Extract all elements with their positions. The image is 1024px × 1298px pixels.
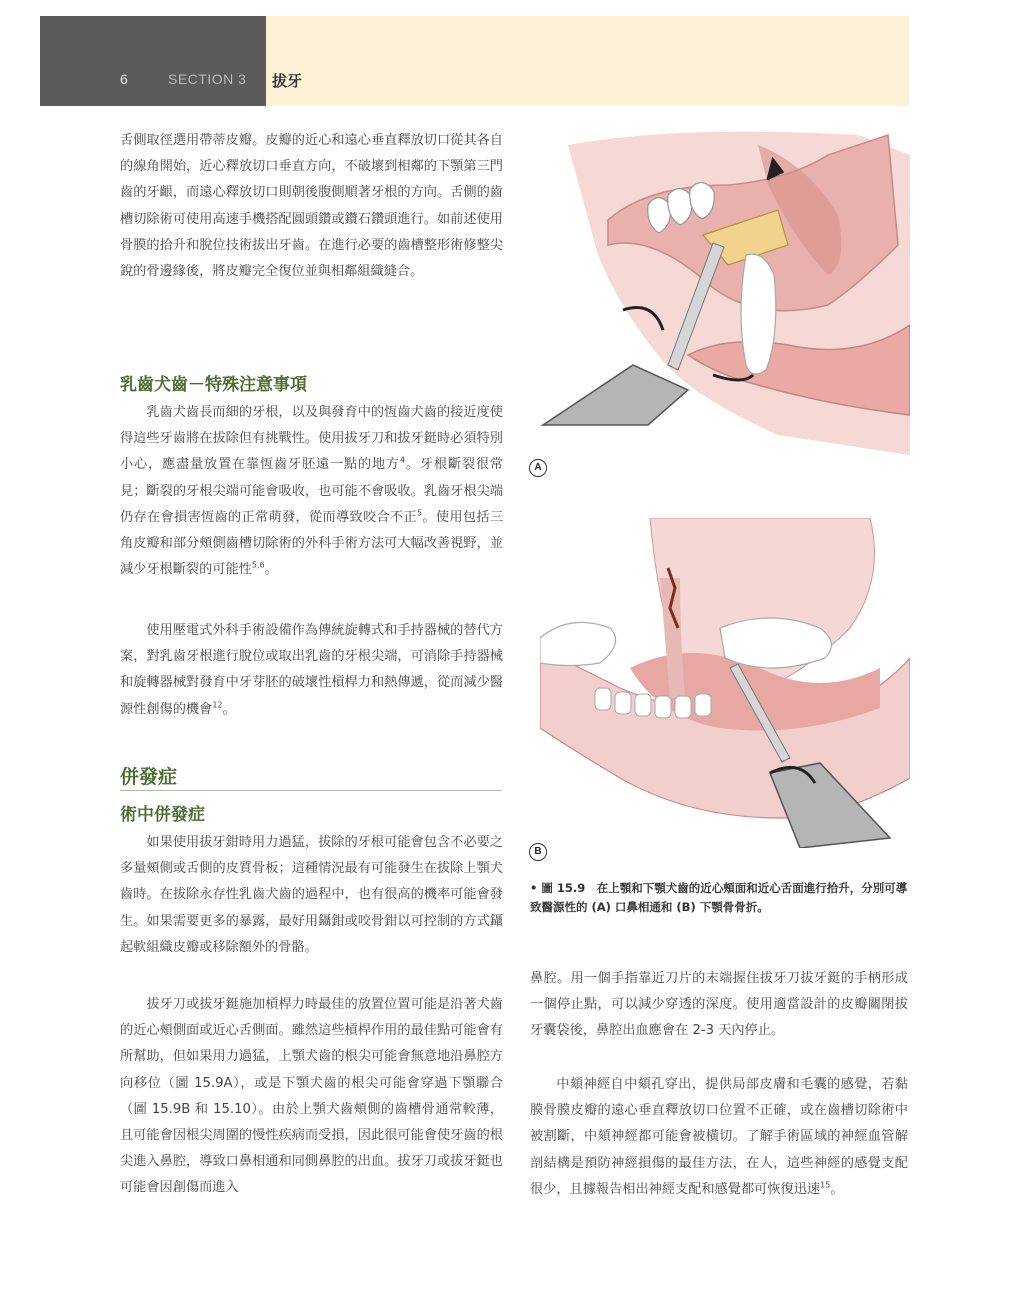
header-dark-band [40, 16, 266, 106]
left-tooth-b [540, 622, 616, 665]
left-paragraph-1: 舌側取徑選用帶蒂皮瓣。皮瓣的近心和遠心垂直釋放切口從其各自的線角開始，近心釋放切口垂直方向，不破壞到相鄰的下顎第三門齒的牙齦，而遠心釋放切口則朝後腹側順著牙根的方向。舌側的齒槽切除術可使用高速手機搭配圓頭鑽或鑽石鑽頭進行。如前述使用骨膜的拾升和脫位技術拔出牙齒。在進行必要的齒槽整形術修整尖銳的骨邊緣後，將皮瓣完全復位並與相鄰組織縫合。 [120, 133, 503, 280]
section-label: SECTION 3 [168, 71, 247, 87]
section-title: 拔牙 [272, 72, 303, 90]
figure-label-b: B [529, 843, 547, 861]
figure-15-9-a [528, 125, 910, 455]
page-number: 6 [120, 71, 128, 87]
left-paragraph-5: 拔牙刀或拔牙鋌施加槓桿力時最佳的放置位置可能是沿著犬齒的近心頰側面或近心舌側面。雖然這些槓桿作用的最佳點可能會有所幫助，但如果用力過猛，上顎犬齒的根尖可能會無意地沿鼻腔方向移位（圖 15.9A），或是下顎犬齒的根尖可能會穿過下顎聯合（圖 15.9B 和 15.10）。由於上顎犬齒頰側的齒槽骨通常較薄，且可能會因根尖周圍的慢性疾病而受損，因此很可能會使牙齒的根尖進入鼻腔，導致口鼻相通和同側鼻腔的出血。拔牙刀或拔牙鋌也可能會因創傷而進入 [120, 997, 503, 1196]
figure-caption: • 圖 15.9 在上顎和下顎犬齒的近心頰面和近心舌面進行拾升，分別可導致醫源性的 (A) 口鼻相通和 (B) 下顎骨骨折。 [530, 881, 908, 914]
right-tooth-b [720, 618, 831, 668]
left-paragraph-4: 如果使用拔牙鉗時用力過猛，拔除的牙根可能會包含不必要之多量頰側或舌側的皮質骨板；這種情況最有可能發生在拔除上顎犬齒時。在拔除永存性乳齒犬齒的過程中，也有很高的機率可能會發生。如果需要更多的暴露，最好用鑷鉗或咬骨鉗以可控制的方式鑷起軟組織皮瓣或移除額外的骨骼。 [120, 835, 503, 955]
left-paragraph-2: 乳齒犬齒長而細的牙根，以及與發育中的恆齒犬齒的接近度使得這些牙齒將在拔除但有挑戰性。使用拔牙刀和拔牙鋌時必須特別小心，應盡量放置在靠恆齒牙胚遠一點的地方$^4$。牙根斷裂很常見；斷裂的牙根尖端可能會吸收，也可能不會吸收。乳齒牙根尖端仍存在會損害恆齒的正常萌發，從而導致咬合不正$^5$。使用包括三角皮瓣和部分頰側齒槽切除術的外科手術方法可大幅改善視野，並減少牙根斷裂的可能性$^{5,6}$。 [120, 405, 504, 578]
header-light-band [266, 16, 909, 106]
left-paragraph-3: 使用壓電式外科手術設備作為傳統旋轉式和手持器械的替代方案，對乳齒牙根進行脫位或取出乳齒的牙根尖端，可消除手持器械和旋轉器械對發育中牙芽胚的破壞性槓桿力和熱傳遞，從而減少醫源性創傷的機會$^{12}$。 [120, 623, 503, 717]
tooth-crown-a [741, 254, 776, 374]
heading-intraop: 術中併發症 [120, 805, 205, 825]
figure-label-a: A [529, 459, 547, 477]
figure-15-9-b [540, 518, 910, 848]
elevator-handle-a [543, 365, 688, 425]
heading-rule [120, 790, 502, 791]
right-paragraph-1: 鼻腔。用一個手指靠近刀片的末端握住拔牙刀拔牙鋌的手柄形成一個停止點，可以減少穿透的深度。使用適當設計的皮瓣關閉拔牙囊袋後，鼻腔出血應會在 2-3 天內停止。 [530, 971, 908, 1039]
right-paragraph-2: 中頦神經自中頦孔穿出，提供局部皮膚和毛囊的感覺，若黏膜骨膜皮瓣的遠心垂直釋放切口位置不正確，或在齒槽切除術中被割斷，中頦神經都可能會被橫切。了解手術區域的神經血管解剖結構是預防神經損傷的最佳方法，在人，這些神經的感覺支配很少，且據報告相出神經支配和感覺都可恢復迅速$^{15}$。 [530, 1077, 908, 1197]
heading-complications: 併發症 [120, 766, 178, 788]
heading-canine-notes: 乳齒犬齒－特殊注意事項 [120, 375, 307, 395]
